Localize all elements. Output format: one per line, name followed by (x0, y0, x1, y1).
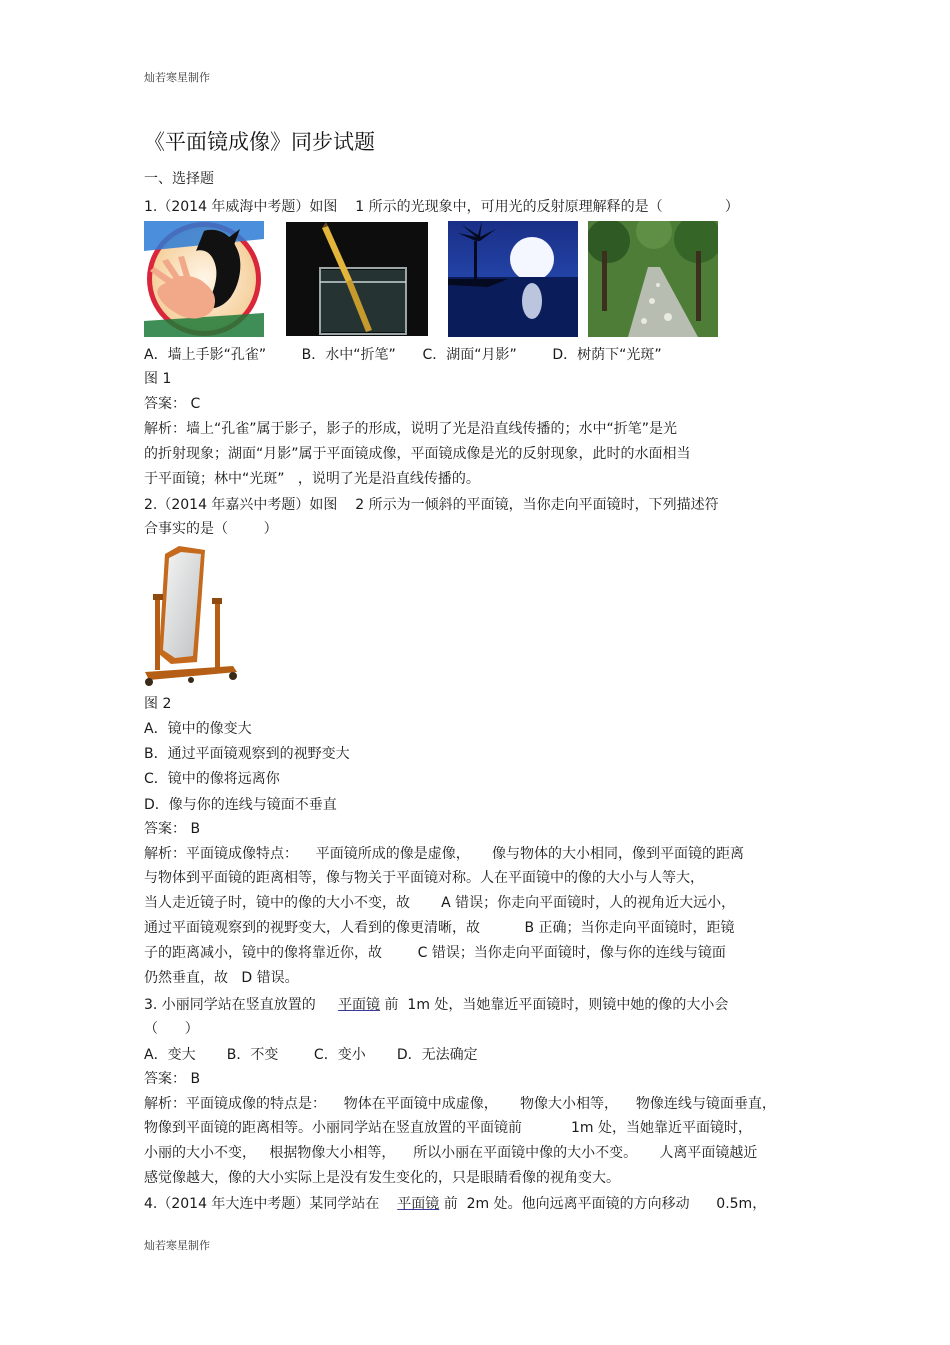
text-line: 与物体到平面镜的距离相等，像与物关于平面镜对称。人在平面镜中的像的大小与人等大， (144, 870, 704, 886)
text-line: A．变大 B．不变 C．变小 D．无法确定 (144, 1047, 478, 1063)
pencil-in-water-image (286, 222, 428, 336)
q4-text-pre: 4.（2014 年大连中考题）某同学站在 (144, 1196, 398, 1212)
text-line: D．像与你的连线与镜面不垂直 (144, 797, 337, 813)
text-line: 1.（2014 年威海中考题）如图 1 所示的光现象中，可用光的反射原理解释的是（ ） (144, 199, 739, 215)
standing-mirror-image (145, 544, 240, 689)
text-line: C．镜中的像将远离你 (144, 771, 280, 787)
text-line: 通过平面镜观察到的视野变大，人看到的像更清晰，故 B 正确；当你走向平面镜时，距镜 (144, 920, 735, 936)
text-line: 仍然垂直，故 D 错误。 (144, 970, 299, 986)
text-line: 2.（2014 年嘉兴中考题）如图 2 所示为一倾斜的平面镜，当你走向平面镜时，下列描述符 (144, 497, 719, 513)
text-line: 答案： B (144, 821, 201, 837)
text-line: （ ） (144, 1021, 199, 1037)
text-line: 答案： C (144, 396, 201, 412)
text-line: 解析：平面镜成像特点： 平面镜所成的像是虚像， 像与物体的大小相同，像到平面镜的距离 (144, 846, 745, 862)
hand-shadow-image (144, 221, 264, 337)
text-line: 解析：平面镜成像的特点是： 物体在平面镜中成虚像， 物像大小相等， 物像连线与镜面垂直， (144, 1096, 776, 1112)
q3-link-mirror[interactable]: 平面镜 (338, 997, 381, 1013)
question-3-line (144, 996, 728, 1014)
tree-shade-image (588, 221, 718, 337)
text-line: 图 2 (144, 696, 172, 712)
text-line: 物像到平面镜的距离相等。小丽同学站在竖直放置的平面镜前 1m 处，当她靠近平面镜时， (144, 1120, 752, 1136)
text-line: 子的距离减小，镜中的像将靠近你，故 C 错误；当你走向平面镜时，像与你的连线与镜面 (144, 945, 726, 961)
text-line: 解析：墙上“孔雀”属于影子，影子的形成，说明了光是沿直线传播的；水中“折笔”是光 (144, 421, 678, 437)
text-line: 答案： B (144, 1071, 201, 1087)
text-line: A．墙上手影“孔雀” B．水中“折笔” C．湖面“月影” D．树荫下“光斑” (144, 347, 662, 363)
text-line: 感觉像越大，像的大小实际上是没有发生变化的，只是眼睛看像的视角变大。 (144, 1170, 620, 1186)
q3-text-post: 前 1m 处，当她靠近平面镜时，则镜中她的像的大小会 (380, 997, 729, 1013)
text-line: 小丽的大小不变， 根据物像大小相等， 所以小丽在平面镜中像的大小不变。 人离平面镜越近 (144, 1145, 758, 1161)
text-line: B．通过平面镜观察到的视野变大 (144, 746, 350, 762)
q4-link-mirror[interactable]: 平面镜 (397, 1196, 440, 1212)
text-line: 合事实的是（ ） (144, 521, 278, 537)
text-line: 的折射现象；湖面“月影”属于平面镜成像，平面镜成像是光的反射现象，此时的水面相当 (144, 446, 691, 462)
question-4-line (144, 1195, 766, 1213)
page-title: 《平面镜成像》同步试题 (144, 130, 375, 154)
text-line: 于平面镜；林中“光斑” ，说明了光是沿直线传播的。 (144, 471, 480, 487)
q4-text-post: 前 2m 处。他向远离平面镜的方向移动 0.5m， (439, 1196, 767, 1212)
text-line: 当人走近镜子时，镜中的像的大小不变，故 A 错误；你走向平面镜时，人的视角近大远小， (144, 895, 736, 911)
page-footer: 灿若寒星制作 (144, 1239, 210, 1252)
text-line: A．镜中的像变大 (144, 721, 252, 737)
q3-text-pre: 3. 小丽同学站在竖直放置的 (144, 997, 339, 1013)
text-line: 图 1 (144, 371, 172, 387)
lake-moon-image (448, 221, 578, 337)
text-line: 一、选择题 (144, 171, 214, 187)
page-header: 灿若寒星制作 (144, 71, 210, 84)
